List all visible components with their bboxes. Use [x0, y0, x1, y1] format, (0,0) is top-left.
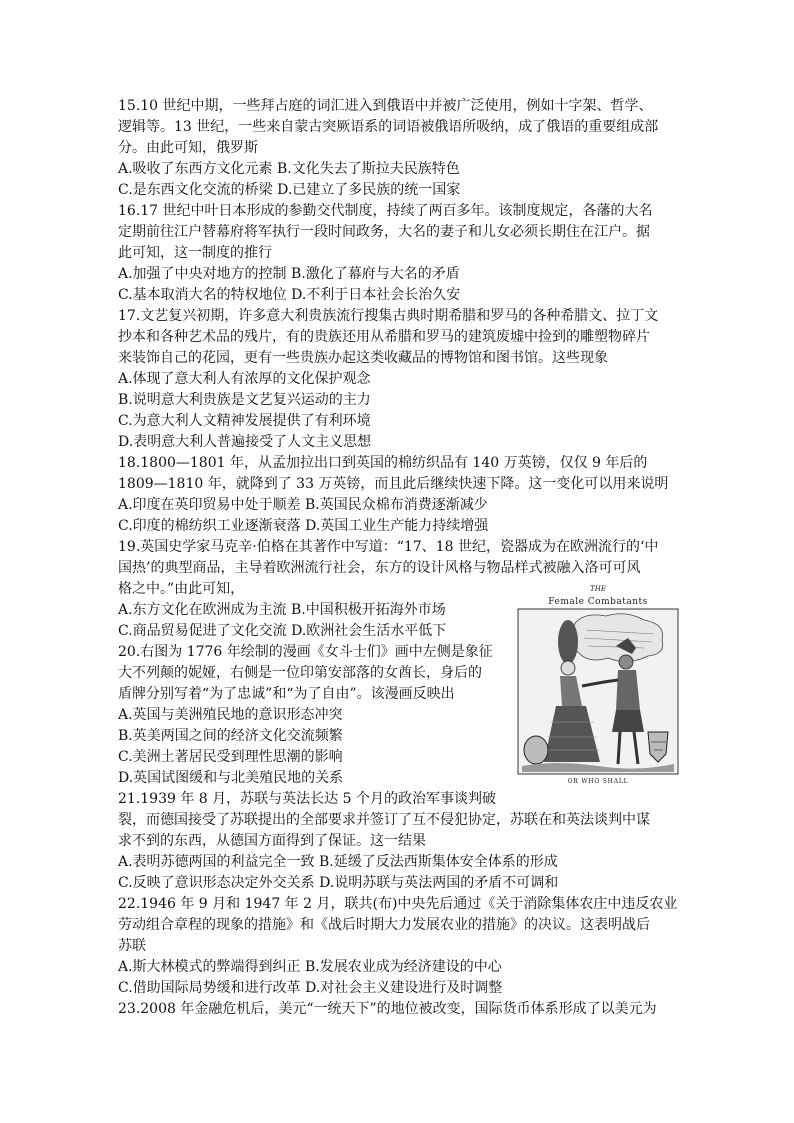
- question-20-option-line: A.英国与美洲殖民地的意识形态冲突: [118, 707, 343, 723]
- question-20-stem-line: 20.右图为 1776 年绘制的漫画《女斗士们》画中左侧是象征: [118, 644, 493, 660]
- question-21-stem-line: 求不到的东西，从德国方面得到了保证。这一结果: [118, 833, 426, 849]
- question-17-option-line: A.体现了意大利人有浓厚的文化保护观念: [118, 371, 371, 387]
- question-22-stem-line: 苏联: [118, 938, 146, 954]
- question-17-stem-line: 来装饰自己的花园，更有一些贵族办起这类收藏品的博物馆和图书馆。这些现象: [118, 350, 608, 366]
- question-21-stem-line: 裂，而德国接受了苏联提出的全部要求并签订了互不侵犯协定，苏联在和英法谈判中谋: [118, 812, 650, 828]
- question-19-option-line: A.东方文化在欧洲成为主流 B.中国积极开拓海外市场: [118, 602, 446, 618]
- question-18: [118, 453, 680, 537]
- question-18-stem-line: 18.1800—1801 年，从孟加拉出口到英国的棉纺织品有 140 万英镑，仅仅 9 年后的: [118, 455, 648, 471]
- female-combatants-cartoon: [516, 582, 680, 786]
- question-19-stem-line: 格之中。”由此可知，: [118, 581, 245, 597]
- question-21-option-line: C.反映了意识形态决定外交关系 D.说明苏联与英法两国的矛盾不可调和: [118, 875, 559, 891]
- question-21: [118, 810, 680, 894]
- question-15: [118, 96, 680, 201]
- question-15-stem-line: 15.10 世纪中期，一些拜占庭的词汇进入到俄语中并被广泛使用，例如十字架、哲学、: [118, 98, 653, 114]
- question-20-stem-line: 大不列颠的妮娅，右侧是一位印第安部落的女酋长，身后的: [118, 665, 482, 681]
- question-22: [118, 894, 680, 999]
- question-18-option-line: C.印度的棉纺织工业逐渐衰落 D.英国工业生产能力持续增强: [118, 518, 489, 534]
- question-17-option-line: C.为意大利人文精神发展提供了有利环境: [118, 413, 371, 429]
- question-18-option-line: A.印度在英印贸易中处于顺差 B.英国民众棉布消费逐渐减少: [118, 497, 488, 513]
- question-17: [118, 306, 680, 453]
- question-16: [118, 201, 680, 306]
- question-18-stem-line: 1809—1810 年，就降到了 33 万英镑，而且此后继续快速下降。这一变化可以用来说明: [118, 476, 669, 492]
- cartoon-caption-bottom: OR WHO SHALL: [567, 778, 629, 785]
- question-16-option-line: C.基本取消大名的特权地位 D.不利于日本社会长治久安: [118, 287, 461, 303]
- question-15-option-line: A.吸收了东西方文化元素 B.文化失去了斯拉夫民族特色: [118, 161, 460, 177]
- question-15-option-line: C.是东西文化交流的桥梁 D.已建立了多民族的统一国家: [118, 182, 461, 198]
- question-17-option-line: B.说明意大利贵族是文艺复兴运动的主力: [118, 392, 371, 408]
- question-16-stem-line: 此可知，这一制度的推行: [118, 245, 272, 261]
- question-22-option-line: C.借助国际局势缓和进行改革 D.对社会主义建设进行及时调整: [118, 980, 503, 996]
- question-19-option-line: C.商品贸易促进了文化交流 D.欧洲社会生活水平低下: [118, 623, 447, 639]
- question-16-stem-line: 16.17 世纪中叶日本形成的参勤交代制度，持续了两百多年。该制度规定，各藩的大名: [118, 203, 653, 219]
- question-22-option-line: A.斯大林模式的弊端得到纠正 B.发展农业成为经济建设的中心: [118, 959, 502, 975]
- cartoon-caption-title: Female Combatants: [548, 597, 648, 607]
- question-22-stem-line: 劳动组合章程的现象的措施》和《战后时期大力发展农业的措施》的决议。这表明战后: [118, 917, 650, 933]
- question-20-option-line: D.英国试图缓和与北美殖民地的关系: [118, 770, 344, 786]
- cartoon-caption-small: THE: [590, 585, 606, 593]
- question-17-stem-line: 抄本和各种艺术品的残片，有的贵族还用从希腊和罗马的建筑废墟中捡到的雕塑物碎片: [118, 329, 650, 345]
- question-20-option-line: C.美洲土著居民受到理性思潮的影响: [118, 749, 343, 765]
- question-23-stem-line: 23.2008 年金融危机后，美元“一统天下”的地位被改变，国际货币体系形成了以美元为: [118, 1001, 657, 1017]
- question-16-option-line: A.加强了中央对地方的控制 B.激化了幕府与大名的矛盾: [118, 266, 460, 282]
- question-21-stem-line: 21.1939 年 8 月，苏联与英法长达 5 个月的政治军事谈判破: [118, 791, 496, 807]
- question-19-stem-line: 国热’的典型商品，主导着欧洲流行社会，东方的设计风格与物品样式被融入洛可可风: [118, 560, 641, 576]
- question-15-stem-line: 分。由此可知，俄罗斯: [118, 140, 258, 156]
- question-20-stem-line: 盾牌分别写着“为了忠诚”和“为了自由”。该漫画反映出: [118, 686, 455, 702]
- question-17-stem-line: 17.文艺复兴初期，许多意大利贵族流行搜集古典时期希腊和罗马的各种希腊文、拉丁文: [118, 308, 659, 324]
- question-19-stem-line: 19.英国史学家马克辛·伯格在其著作中写道：“17、18 世纪，瓷器成为在欧洲流行的‘中: [118, 539, 659, 555]
- question-20-option-line: B.英美两国之间的经济文化交流频繁: [118, 728, 343, 744]
- exam-page: [118, 96, 680, 1020]
- question-16-stem-line: 定期前往江户替幕府将军执行一段时间政务，大名的妻子和儿女必须长期住在江户。据: [118, 224, 650, 240]
- question-15-stem-line: 逻辑等。13 世纪，一些来自蒙古突厥语系的词语被俄语所吸纳，成了俄语的重要组成部: [118, 119, 659, 135]
- question-21-option-line: A.表明苏德两国的利益完全一致 B.延缓了反法西斯集体安全体系的形成: [118, 854, 558, 870]
- question-17-option-line: D.表明意大利人普遍接受了人文主义思想: [118, 434, 372, 450]
- question-23: [118, 999, 680, 1020]
- question-22-stem-line: 22.1946 年 9 月和 1947 年 2 月，联共(布)中央先后通过《关于消除集体农庄中违反农业: [118, 896, 678, 912]
